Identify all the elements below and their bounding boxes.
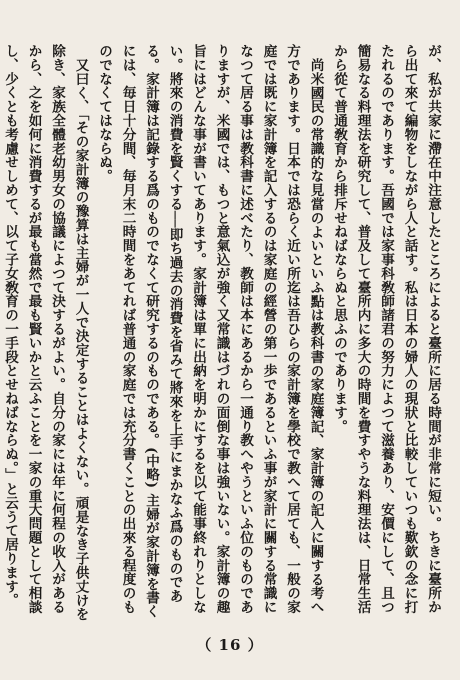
page-number: （ 16 ）: [196, 636, 264, 654]
paragraph-1: が、私が共家に滯在中注意したところによると臺所に居る時間が非常に短い。ちきに臺所から出て來て編物をしながら人と話す。私は日本の婦人の現狀と比較していつも歎欽の念に打たれるのであります。吾國では家事科敎師諸君の努力によつて滋養あり、安價にして、且つ簡易なる料理法を研究して、普及して臺所内に多大の時間を費すやうな料理法は、日常生活から從て普通敎育から排斥せねばならぬと思ふのであります。: [331, 44, 441, 614]
paragraph-3: 又曰く、「その家計簿の豫算は主婦が一人で決定することはよくない。頑是なき子供丈けを除き、家族全體老幼男女の協議によつて決するがよい。自分の家には年に何程の收入があるから、之を如何に消費するが最も當然で最も賢いかと云ふことを一家の重大問題として相談し、少くとも考慮せしめて、以て子女敎育の一手段とせねばならぬ。」と云うて居ります。: [2, 44, 89, 621]
article-body: [2, 44, 444, 624]
paragraph-2: 尚米國民の常識的な見當のよいといふ點は教科書の家庭簿記、家計簿の記入に關する考へ方であります。日本では恐らく近い所迄は吾ひらの家計簿を學校で教へて居ても、一般の家庭では既に家計簿を記入するのは家庭の經營の第一歩であるといふ事が家計に關する常識になつて居る事は教科書に述べたり、教師は本にあるから一通り教へやうといふ位のものでありますが、米國では、もつと意氣込が強く又常識はづれの面倒な事は強いない。家計簿の趣旨にはどんな事が書いてあります。家計簿は單に出納を明かにするを以て能事終れりとしない。將來の消費を賢くする──即ち過去の消費を省みて將來を上手にまかなふ爲のものである。家計簿は記錄する爲のものでなくて研究するのものである。(中略) 主婦が家計簿を書くには、毎日十分間、毎月末二時間をあてれば普通の家庭では充分書くことの出來る程度のものでなくてはならぬ。: [96, 44, 324, 619]
